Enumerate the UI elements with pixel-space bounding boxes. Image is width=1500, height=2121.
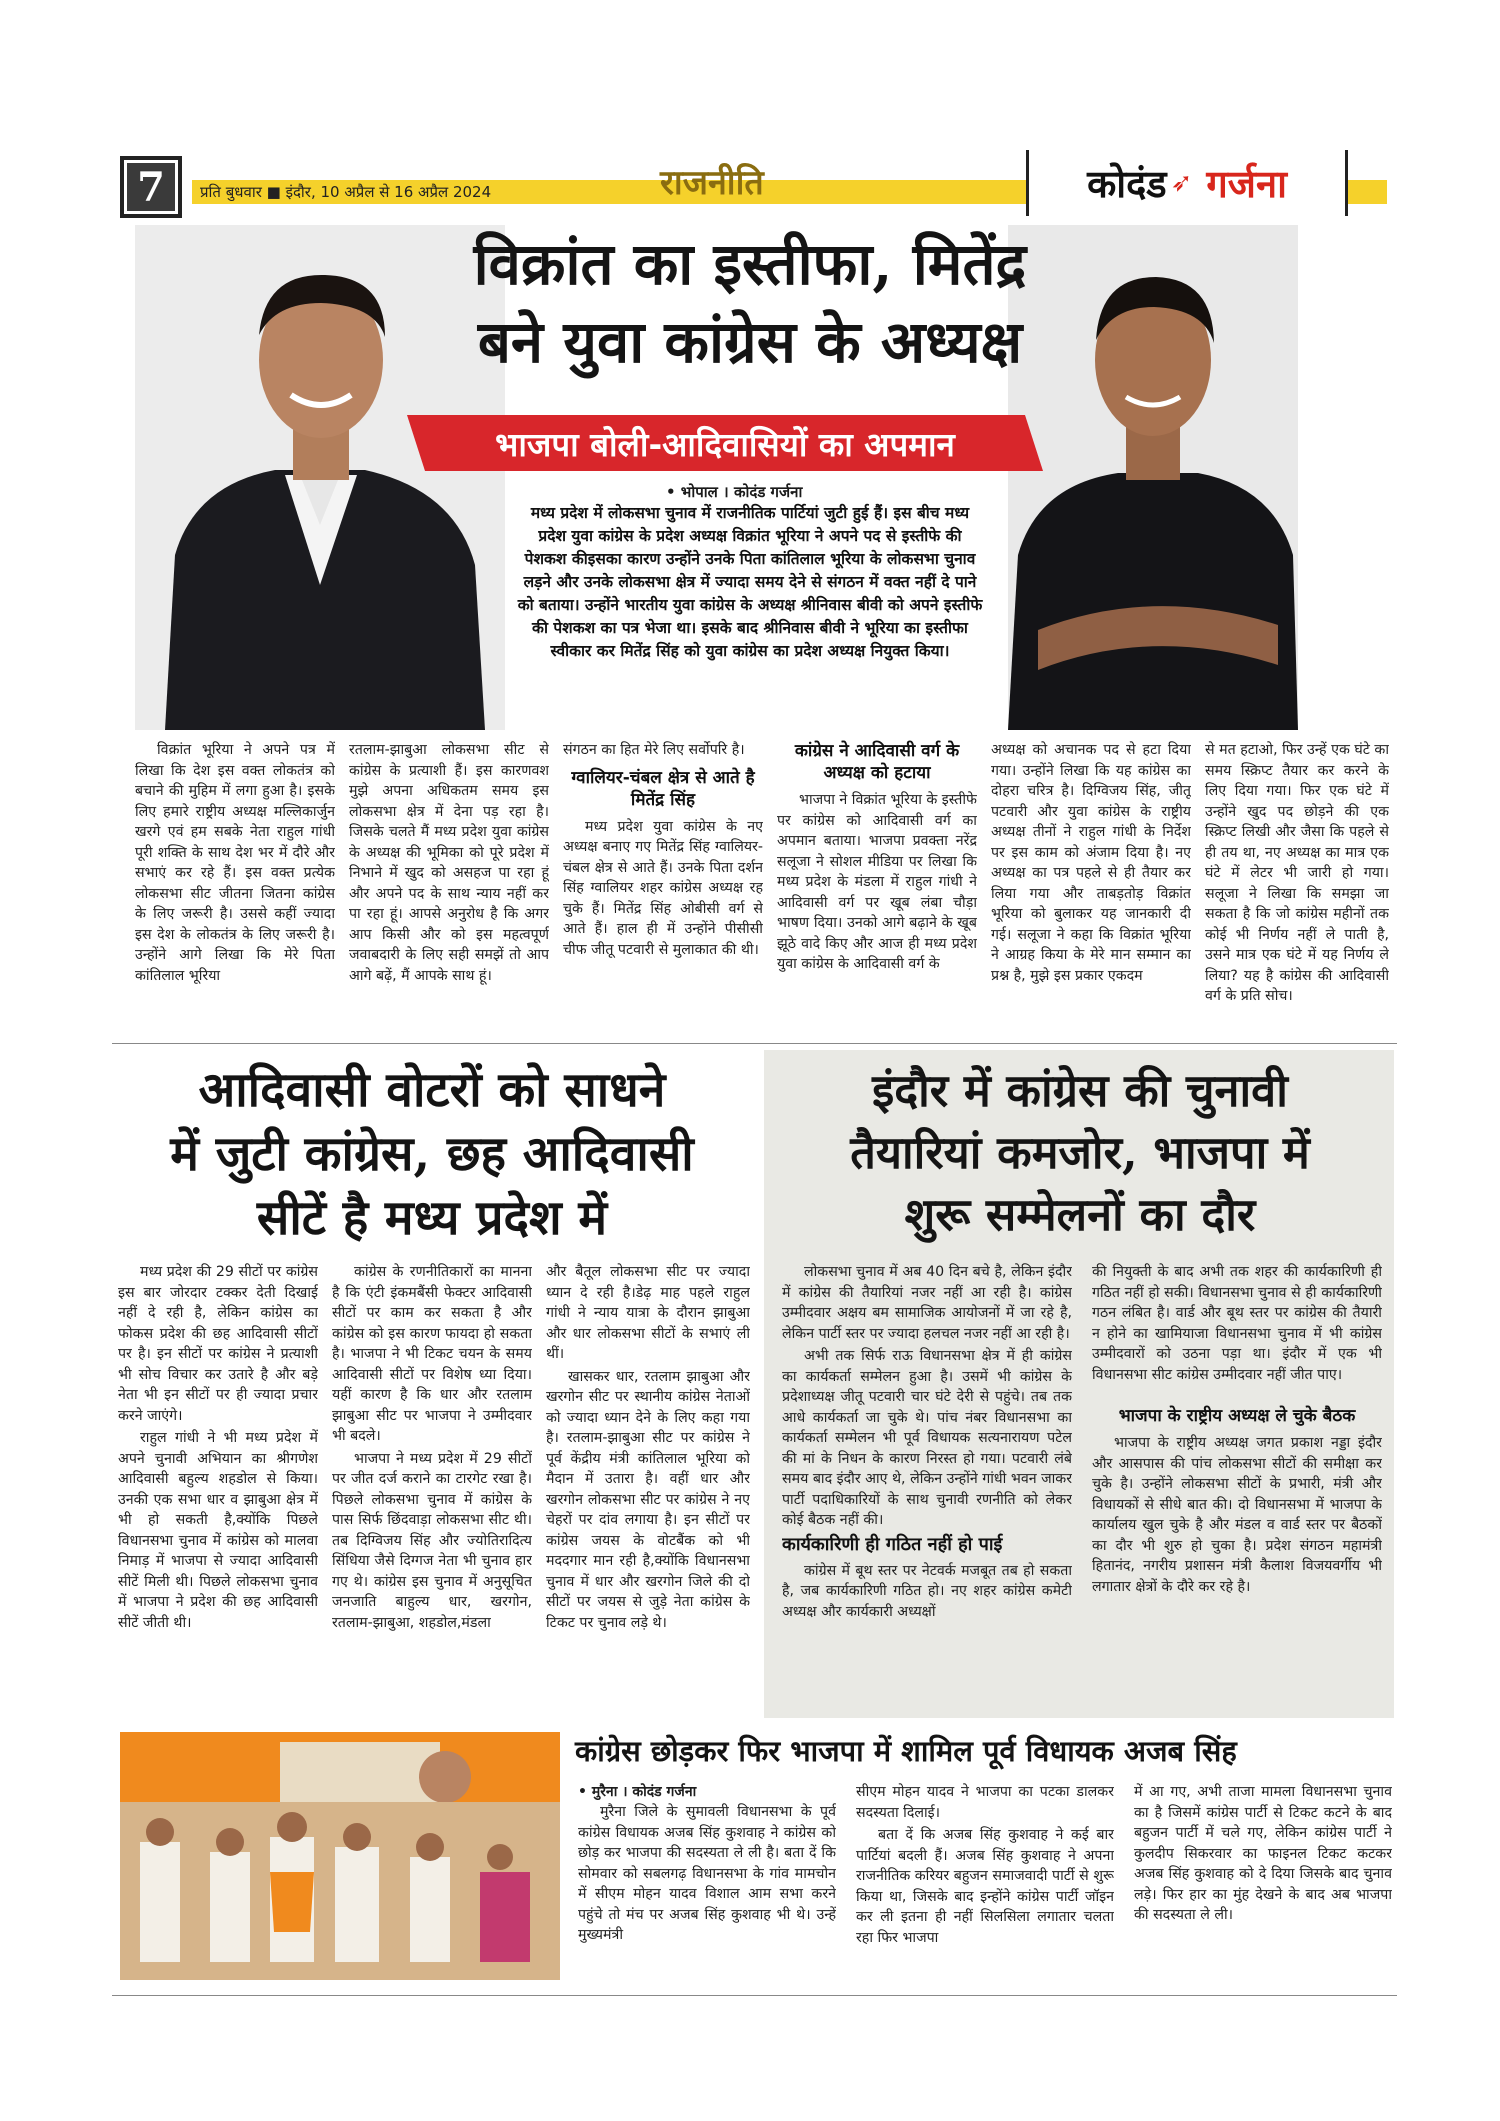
story2-col3-p1: और बैतूल लोकसभा सीट पर ज्यादा ध्यान दे रही है।डेढ़ माह पहले राहुल गांधी ने न्याय यात्रा के दौरान झाबुआ और धार लोकसभा सीटों के सभाएं ली थीं। xyxy=(546,1264,750,1362)
story4-col2-p2: बता दें कि अजब सिंह कुशवाह ने कई बार पार्टियां बदली हैं। अजब सिंह कुशवाह ने अपना राजनीतिक करियर बहुजन समाजवादी पार्टी से शुरू किया था, जिसके बाद इन्होंने कांग्रेस पार्टी जॉइन कर ली इतना ही नहीं सिलसिला लगातार चलता रहा फिर भाजपा xyxy=(856,1827,1114,1946)
story1-col2-text: रतलाम-झाबुआ लोकसभा सीट से कांग्रेस के प्रत्याशी हैं। इस कारणवश मुझे अपना अधिकतम समय इस लोकसभा क्षेत्र में देना पड़ रहा है। जिसके चलते मैं मध्य प्रदेश युवा कांग्रेस के अध्यक्ष की भूमिका को पूरे प्रदेश में निभाने में खुद को असहज पा रहा हूं और अपने पद के साथ न्याय नहीं कर पा रहा हूं। आपसे अनुरोध है कि अगर आप किसी और को इस महत्वपूर्ण जवाबदारी के लिए सही समझें तो आप आगे बढ़ें, मैं आपके साथ हूं। xyxy=(349,742,549,984)
story2-col2-p2: भाजपा ने मध्य प्रदेश में 29 सीटों पर जीत दर्ज कराने का टारगेट रखा है। पिछले लोकसभा चुनाव में कांग्रेस के पास सिर्फ छिंदवाड़ा लोकसभा सीट थी। तब दिग्विजय सिंह और ज्योतिरादित्य सिंधिया जैसे दिग्गज नेता भी चुनाव हार गए थे। कांग्रेस इस चुनाव में अनुसूचित जनजाति बाहुल्य धार, खरगोन, रतलाम-झाबुआ, शहडोल,मंडला xyxy=(332,1450,532,1631)
story4-col2 xyxy=(856,1782,1114,1982)
story2-headline-line1: आदिवासी वोटरों को साधने xyxy=(198,1062,666,1118)
story3-col2-p2: भाजपा के राष्ट्रीय अध्यक्ष जगत प्रकाश नड्डा इंदौर और आसपास की पांच लोकसभा सीटों की समीक्षा कर चुके है। उन्होंने लोकसभा सीटों के प्रभारी, मंत्री और विधायकों से सीधे बात की। दो विधानसभा में भाजपा के कार्यालय खुल चुके है और मंडल व वार्ड स्तर पर बैठकों का दौर भी शुरु हो चुका है। प्रदेश संगठन महामंत्री हितानंद, नगरीय प्रशासन मंत्री कैलाश विजयवर्गीय भी लगातार क्षेत्रों के दौरे कर रहे है। xyxy=(1092,1435,1382,1595)
story3-col1-p3: कांग्रेस में बूथ स्तर पर नेटवर्क मजबूत तब हो सकता है, जब कार्यकारिणी गठित हो। नए शहर कांग्रेस कमेटी अध्यक्ष और कार्यकारी अध्यक्षों xyxy=(782,1562,1072,1620)
story1-col3 xyxy=(563,740,763,1035)
story3-columns xyxy=(782,1262,1382,1712)
story1-col4-subhead: कांग्रेस ने आदिवासी वर्ग के अध्यक्ष को हटाया xyxy=(794,741,960,783)
story1-col3-subhead: ग्वालियर-चंबल क्षेत्र से आते है मितेंद्र सिंह xyxy=(571,767,755,810)
page-number-box xyxy=(120,156,182,218)
story1-col1 xyxy=(135,740,335,1035)
dateline: प्रति बुधवार ■ इंदौर, 10 अप्रैल से 16 अप्रैल 2024 xyxy=(200,183,492,201)
story1-columns xyxy=(135,740,1395,1035)
story1-col5-text: अध्यक्ष को अचानक पद से हटा दिया गया। उन्होंने लिखा कि यह कांग्रेस का दोहरा चरित्र है। दिग्विजय सिंह, जीतू पटवारी और युवा कांग्रेस के राष्ट्रीय अध्यक्ष तीनों ने राहुल गांधी के निर्देश पर इस काम को अंजाम दिया है। नए अध्यक्ष का पत्र पहले से ही तैयार कर लिया गया और ताबड़तोड़ विक्रांत भूरिया को बुलाकर यह जानकारी दी गई। सलूजा ने कहा कि विक्रांत भूरिया ने आग्रह किया के मेरे मान सम्मान का प्रश्न है, मुझे इस प्रकार एकदम xyxy=(991,742,1191,984)
story2-columns xyxy=(118,1262,750,1720)
masthead-part2: गर्जना xyxy=(1206,162,1287,206)
story1-col6-text: से मत हटाओ, फिर उन्हें एक घंटे का समय स्क्रिप्ट तैयार कर करने के लिए दिया गया। फिर एक घंटे में उन्होंने खुद पद छोड़ने की एक स्क्रिप्ट लिखी और जैसा कि पहले से ही तय था, नए अध्यक्ष का मात्र एक घंटे में लेटर भी जारी हो गया। सलूजा ने लिखा कि समझा जा सकता है कि जो कांग्रेस महीनों तक कोई भी निर्णय नहीं ले पाती है, उसने मात्र एक घंटे में यह निर्णय ले लिया? यह है कांग्रेस की आदिवासी वर्ग के प्रति सोच। xyxy=(1205,742,1389,1004)
story4-col1-text: मुरैना जिले के सुमावली विधानसभा के पूर्व कांग्रेस विधायक अजब सिंह कुशवाह ने कांग्रेस को छोड़ कर भाजपा की सदस्यता ले ली है। बता दें कि सोमवार को सबलगढ़ विधानसभा के गांव मामचोन में सीएम मोहन यादव विशाल आम सभा करने पहुंचे तो मंच पर अजब सिंह कुशवाह भी थे। उन्हें मुख्यमंत्री xyxy=(578,1804,836,1943)
story1-col3-body: मध्य प्रदेश युवा कांग्रेस के नए अध्यक्ष बनाए गए मितेंद्र सिंह ग्वालियर-चंबल क्षेत्र से आते हैं। उनके पिता दर्शन सिंह ग्वालियर शहर कांग्रेस अध्यक्ष रह चुके हैं। मितेंद्र सिंह ओबीसी वर्ग से आते हैं। हाल ही में उन्होंने पीसीसी चीफ जीतू पटवारी से मुलाकात की थी। xyxy=(563,818,763,958)
story1-col5 xyxy=(991,740,1191,1035)
story2-col3-p2: खासकर धार, रतलाम झाबुआ और खरगोन सीट पर स्थानीय कांग्रेस नेताओं को ज्यादा ध्यान देने के लिए कहा गया है। रतलाम-झाबुआ सीट पर कांग्रेस ने पूर्व केंद्रीय मंत्री कांतिलाल भूरिया को मैदान में उतारा है। वहीं धार और खरगोन लोकसभा सीट पर कांग्रेस ने नए चेहरों पर दांव लगाया है। इन सीटों पर कांग्रेस जयस के वोटबैंक को भी मददगार मान रही है,क्योंकि विधानसभा चुनाव में धार और खरगोन जिले की दो सीटों पर जयस से जुड़े नेता कांग्रेस के टिकट पर चुनाव लड़े थे। xyxy=(546,1368,750,1631)
story1-headline-line1: विक्रांत का इस्तीफा, मितेंद्र xyxy=(473,230,1027,298)
story2-col3 xyxy=(546,1262,750,1720)
story2-headline xyxy=(112,1058,752,1250)
story3-headline-line3: शुरू सम्मेलनों का दौर xyxy=(904,1188,1256,1241)
story3-headline-line1: इंदौर में कांग्रेस की चुनावी xyxy=(872,1064,1288,1117)
story3-col1 xyxy=(782,1262,1072,1712)
story3-col1-subhead: कार्यकारिणी ही गठित नहीं हो पाई xyxy=(782,1533,1003,1555)
story4-col3-text: में आ गए, अभी ताजा मामला विधानसभा चुनाव का है जिसमें कांग्रेस पार्टी से टिकट कटने के बाद बहुजन पार्टी में चले गए, लेकिन कांग्रेस पार्टी ने कुलदीप सिकरवार का फाइनल टिकट कटकर अजब सिंह कुशवाह को दे दिया जिसके बाद चुनाव लड़े। फिर हार का मुंह देखने के बाद अब भाजपा की सदस्यता ले ली। xyxy=(1134,1784,1392,1923)
story1-lead: मध्य प्रदेश में लोकसभा चुनाव में राजनीतिक पार्टियां जुटी हुई हैं। इस बीच मध्य प्रदेश युवा कांग्रेस के प्रदेश अध्यक्ष विक्रांत भूरिया ने अपने पद से इस्तीफे की पेशकश कीइसका कारण उन्होंने उनके पिता कांतिलाल भूरिया के लोकसभा चुनाव लड़ने और उनके लोकसभा क्षेत्र में ज्यादा समय देने से संगठन में वक्त नहीं दे पाने को बताया। उन्होंने भारतीय युवा कांग्रेस के अध्यक्ष श्रीनिवास बीवी को अपने इस्तीफे की पेशकश का पत्र भेजा था। इसके बाद श्रीनिवास बीवी ने भूरिया का इस्तीफा स्वीकार कर मितेंद्र सिंह को युवा कांग्रेस का प्रदेश अध्यक्ष नियुक्त किया। xyxy=(517,504,983,660)
story4-col2-p1: सीएम मोहन यादव ने भाजपा का पटका डालकर सदस्यता दिलाई। xyxy=(856,1784,1114,1821)
story4-col1 xyxy=(578,1782,836,1982)
story3-col2-p1: की नियुक्ती के बाद अभी तक शहर की कार्यकारिणी ही गठित नहीं हो सकी। विधानसभा चुनाव से ही कार्यकारिणी गठन लंबित है। वार्ड और बूथ स्तर पर कांग्रेस की तैयारी न होने का खामियाजा विधानसभा चुनाव में भी कांग्रेस उम्मीदवारों को उठना पड़ा था। इंदौर में एक भी विधानसभा सीट कांग्रेस उम्मीदवार नहीं जीत पाए। xyxy=(1092,1264,1382,1383)
story1-col2 xyxy=(349,740,549,1035)
story3-headline xyxy=(780,1060,1380,1246)
story3-col2-subhead: भाजपा के राष्ट्रीय अध्यक्ष ले चुके बैठक xyxy=(1118,1406,1356,1426)
story2-col1-p1: मध्य प्रदेश की 29 सीटों पर कांग्रेस इस बार जोरदार टक्कर देती दिखाई नहीं दे रही है, लेकिन कांग्रेस का फोकस प्रदेश की छह आदिवासी सीटों पर है। इन सीटों पर कांग्रेस ने प्रत्याशी भी सोच विचार कर उतारे है और बड़े नेता भी इन सीटों पर ही ज्यादा प्रचार करने जाएंगे। xyxy=(118,1264,318,1424)
story1-col3-intro: संगठन का हित मेरे लिए सर्वोपरि है। xyxy=(563,742,745,758)
story1-byline: • भोपाल । कोदंड गर्जना xyxy=(666,483,803,501)
story4-headline: कांग्रेस छोड़कर फिर भाजपा में शामिल पूर्व विधायक अजब सिंह xyxy=(575,1734,1237,1768)
story2-headline-line2: में जुटी कांग्रेस, छह आदिवासी xyxy=(170,1126,694,1182)
story3-col1-p2: अभी तक सिर्फ राऊ विधानसभा क्षेत्र में ही कांग्रेस का कार्यकर्ता सम्मेलन हुआ है। उसमें भी कांग्रेस के प्रदेशाध्यक्ष जीतू पटवारी चार घंटे देरी से पहुंचे। तब तक आधे कार्यकर्ता जा चुके थे। पांच नंबर विधानसभा का कार्यकर्ता सम्मेलन भी पूर्व विधायक सत्यनारायण पटेल की मां के निधन के कारण निरस्त हो गया। पटवारी लंबे समय बाद इंदौर आए थे, लेकिन उन्होंने गांधी भवन जाकर पार्टी पदाधिकारियों के साथ चुनावी रणनीति को लेकर कोई बैठक नहीं की। xyxy=(782,1348,1072,1528)
story1-strap: भाजपा बोली-आदिवासियों का अपमान xyxy=(425,415,1025,471)
story2-col2-p1: कांग्रेस के रणनीतिकारों का मानना है कि एंटी इंकमबैंसी फेक्टर आदिवासी सीटों पर काम कर सकता है और कांग्रेस को इस कारण फायदा हो सकता है। भाजपा ने भी टिकट चयन के समय आदिवासी सीटों पर विशेष ध्या दिया। यहीं कारण है कि धार और रतलाम झाबुआ सीट पर भाजपा ने उम्मीदवार भी बदले। xyxy=(332,1264,532,1444)
story3-headline-line2: तैयारियां कमजोर, भाजपा में xyxy=(850,1126,1310,1179)
story1-headline-line2: बने युवा कांग्रेस के अध्यक्ष xyxy=(477,308,1023,376)
masthead-part1: कोदंड xyxy=(1087,162,1167,206)
divider-top xyxy=(112,1043,1397,1044)
story2-col2 xyxy=(332,1262,532,1720)
photo-ajab-singh-joining xyxy=(120,1732,560,1980)
story2-col1-p2: राहुल गांधी ने भी मध्य प्रदेश में अपने चुनावी अभियान का श्रीगणेश आदिवासी बहुल्य शहडोल से किया।उनकी एक सभा धार व झाबुआ क्षेत्र में भी हो सकती है,क्योंकि पिछले विधानसभा चुनाव में कांग्रेस को मालवा निमाड़ में भाजपा से ज्यादा आदिवासी सीटें मिली थी। पिछले लोकसभा चुनाव में भाजपा ने प्रदेश की छह आदिवासी सीटें जीती थी। xyxy=(118,1430,318,1631)
story2-headline-line3: सीटें है मध्य प्रदेश में xyxy=(256,1190,608,1246)
feather-icon: ➶ xyxy=(1170,168,1193,198)
story4-byline: • मुरैना । कोदंड गर्जना xyxy=(578,1784,697,1800)
section-name: राजनीति xyxy=(660,163,764,203)
masthead-logo xyxy=(1026,150,1348,216)
story2-col1 xyxy=(118,1262,318,1720)
story4-col3 xyxy=(1134,1782,1392,1982)
page-number: 7 xyxy=(127,163,175,211)
story4-columns xyxy=(578,1782,1394,1982)
divider-bottom xyxy=(112,1995,1397,1996)
story1-headline xyxy=(385,225,1115,381)
story3-col2 xyxy=(1092,1262,1382,1712)
story1-col6 xyxy=(1205,740,1389,1035)
story1-col1-text: विक्रांत भूरिया ने अपने पत्र में लिखा कि देश इस वक्त लोकतंत्र को बचाने की मुहिम में लगा हुआ है। इसके लिए हमारे राष्ट्रीय अध्यक्ष मल्लिकार्जुन खरगे एवं हम सबके नेता राहुल गांधी पूरी शक्ति के साथ देश भर में दौरे और सभाएं कर रहे हैं। इस वक्त प्रत्येक लोकसभा सीट जीतना जितना कांग्रेस के लिए जरूरी है। उससे कहीं ज्यादा इस देश के लोकतंत्र के लिए जरूरी है। उन्होंने आगे लिखा कि मेरे पिता कांतिलाल भूरिया xyxy=(135,742,335,984)
story1-col4 xyxy=(777,740,977,1035)
story3-col1-p1: लोकसभा चुनाव में अब 40 दिन बचे है, लेकिन इंदौर में कांग्रेस की तैयारियां नजर नहीं आ रही है। कांग्रेस उम्मीदवार अक्षय बम सामाजिक आयोजनों में जा रहे है, लेकिन पार्टी स्तर पर ज्यादा हलचल नजर नहीं आ रही है। xyxy=(782,1264,1072,1342)
story1-col4-body: भाजपा ने विक्रांत भूरिया के इस्तीफे पर कांग्रेस को आदिवासी वर्ग का अपमान बताया। भाजपा प्रवक्ता नरेंद्र सलूजा ने सोशल मीडिया पर लिखा कि मध्य प्रदेश के मंडला में राहुल गांधी ने आदिवासी वर्ग पर खूब लंबा चौड़ा भाषण दिया। उनको आगे बढ़ाने के खूब झूठे वादे किए और आज ही मध्य प्रदेश युवा कांग्रेस के आदिवासी वर्ग के xyxy=(777,792,977,972)
